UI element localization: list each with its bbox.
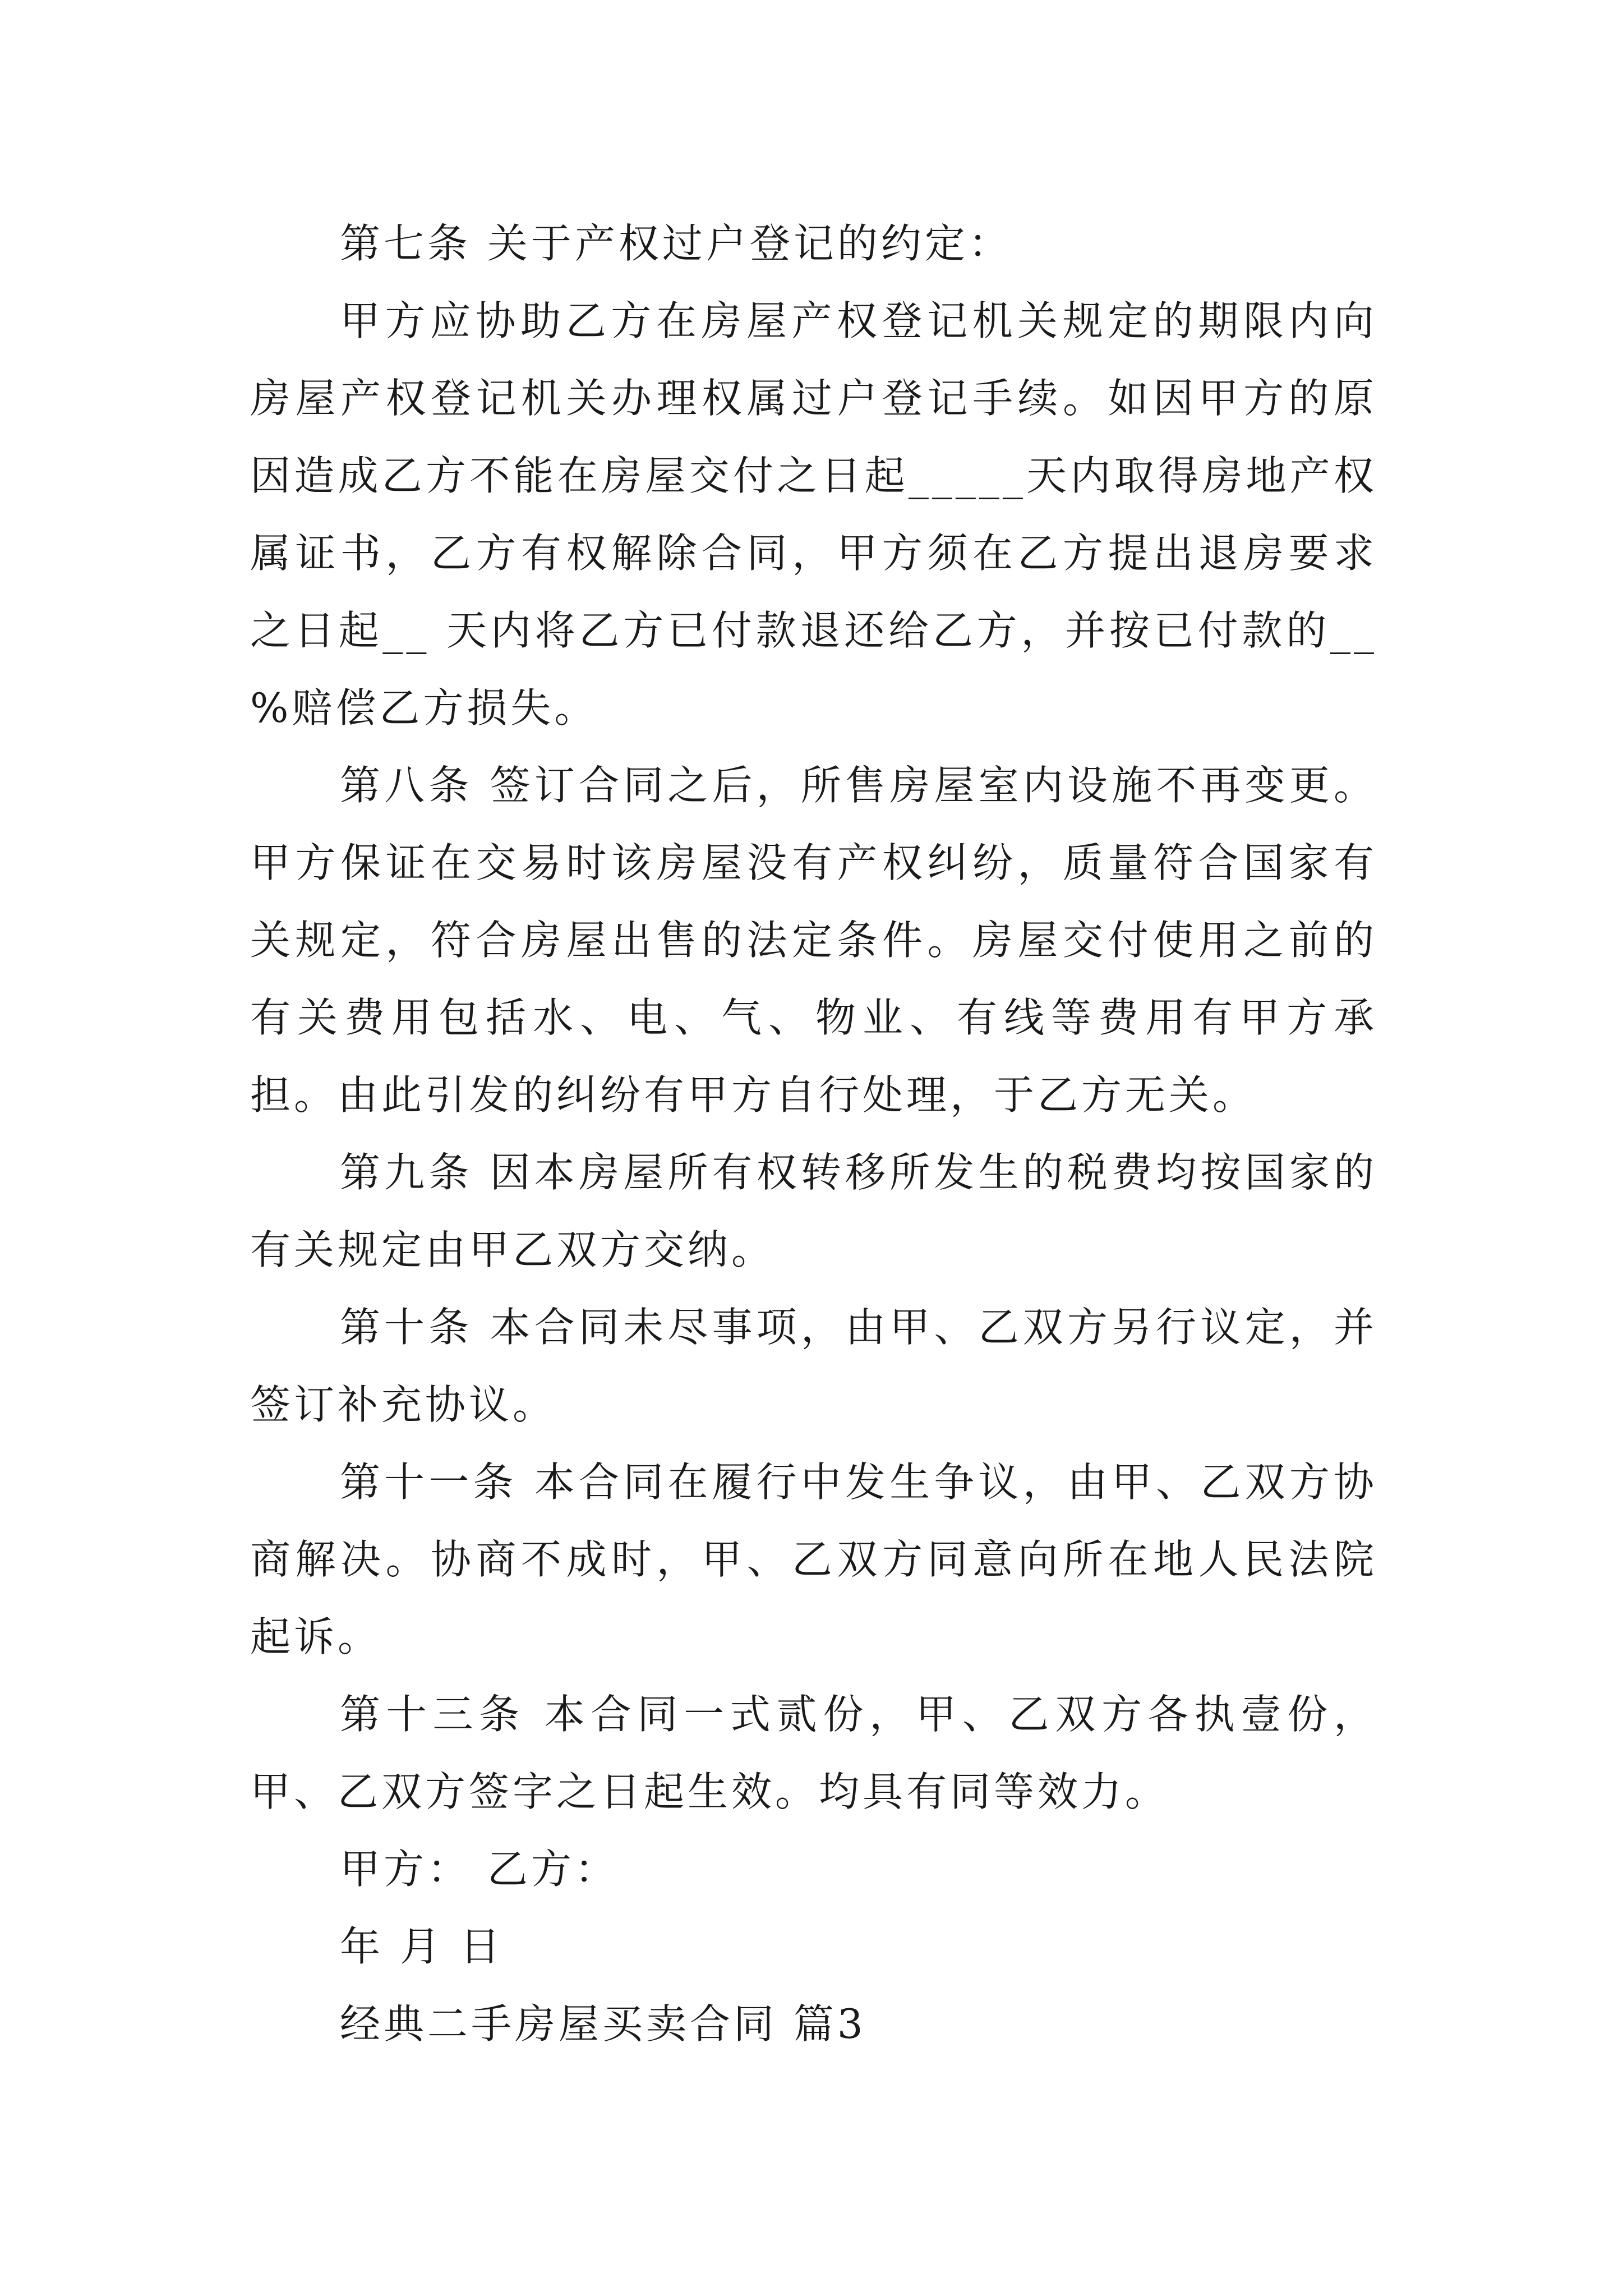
signature-date: 年 月 日 [340,1923,504,1970]
article-7-text: 甲方应协助乙方在房屋产权登记机关规定的期限内向房屋产权登记机关办理权属过户登记手续。如因甲方的原因造成乙方不能在房屋交付之日起_____天内取得房地产权属证书，乙方有权解除合同，甲方须在乙方提出退房要求之日起__ 天内将乙方已付款退还给乙方，并按已付款的__ %赔偿乙方损失。 [250,297,1394,731]
next-section-title: 经典二手房屋买卖合同 篇3 [340,2000,866,2047]
article-9-text: 第九条 因本房屋所有权转移所发生的税费均按国家的有关规定由甲乙双方交纳。 [250,1149,1377,1273]
article-11-text: 第十一条 本合同在履行中发生争议，由甲、乙双方协商解决。协商不成时，甲、乙双方同意向所在地人民法院起诉。 [250,1458,1377,1660]
article-8-text: 第八条 签订合同之后，所售房屋室内设施不再变更。甲方保证在交易时该房屋没有产权纠纷，质量符合国家有关规定，符合房屋出售的法定条件。房屋交付使用之前的有关费用包括水、电、气、物业、有线等费用有甲方承担。由此引发的纠纷有甲方自行处理，于乙方无关。 [250,762,1377,1119]
article-7-heading: 第七条 关于产权过户登记的约定： [340,220,1012,267]
document-body [250,205,1394,2063]
article-13-text: 第十三条 本合同一式贰份，甲、乙双方各执壹份，甲、乙双方签字之日起生效。均具有同等效力。 [250,1691,1377,1815]
signature-parties: 甲方： 乙方： [340,1846,619,1893]
article-10-text: 第十条 本合同未尽事项，由甲、乙双方另行议定，并签订补充协议。 [250,1304,1377,1428]
